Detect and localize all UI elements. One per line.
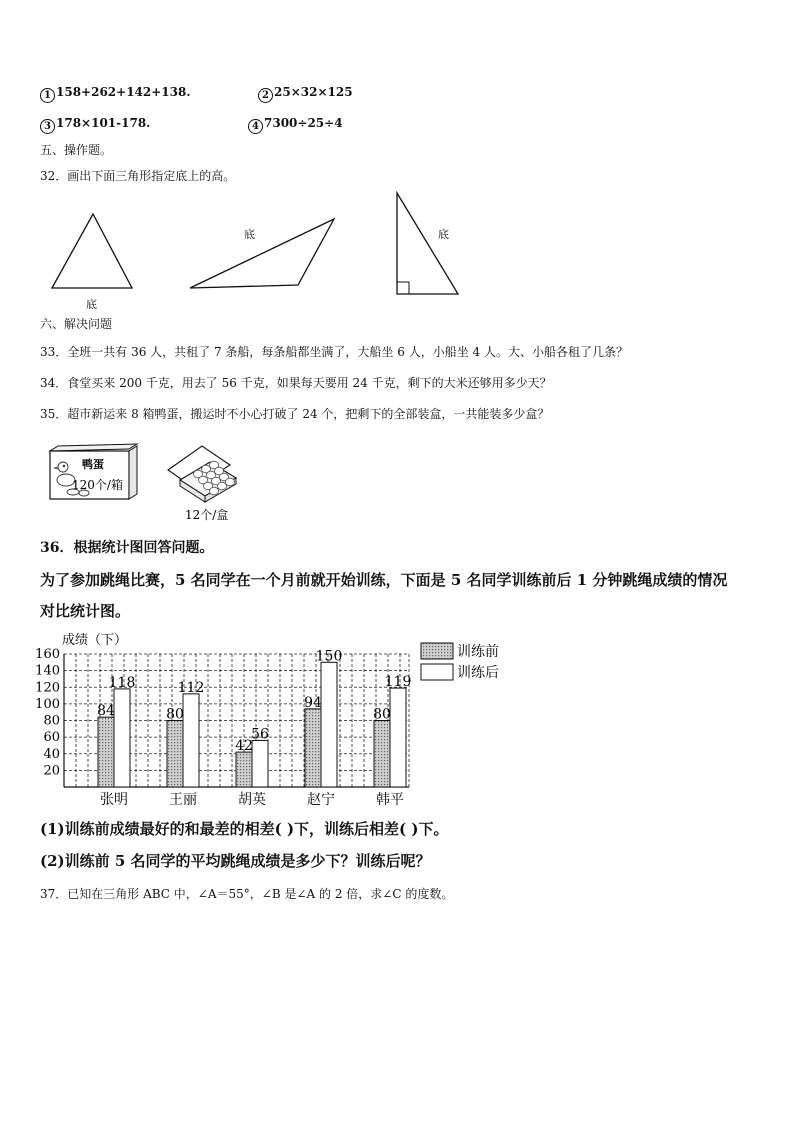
section-heading-problems: 六、解决问题 [40, 317, 113, 331]
data-label-after: 56 [251, 726, 269, 743]
legend-label-after: 训练后 [457, 665, 499, 681]
bar-before-training [236, 752, 252, 787]
egg-box-illustration [40, 438, 270, 528]
bar-after-training [114, 689, 130, 787]
calc-expression: 158+262+142+138. [56, 85, 191, 99]
right-angle-mark [397, 282, 409, 294]
x-category-label: 韩平 [376, 792, 404, 808]
data-label-after: 150 [315, 648, 343, 665]
calc-item-3 [40, 115, 150, 134]
x-category-label: 胡英 [238, 792, 266, 808]
question-34: 34．食堂买来 200 千克，用去了 56 千克，如果每天要用 24 千克，剩下的大米还够用多少天？ [40, 376, 552, 390]
data-label-before: 80 [166, 706, 184, 723]
bar-after-training [183, 694, 199, 787]
bar-after-training [252, 740, 268, 787]
x-category-label: 张明 [100, 792, 128, 808]
bar-before-training [167, 721, 183, 788]
y-axis-title: 成绩（下） [62, 633, 128, 648]
data-label-before: 94 [304, 694, 322, 711]
crate-title: 鸭蛋 [82, 458, 104, 471]
jump-rope-bar-chart [0, 628, 520, 813]
question-37: 37．已知在三角形 ABC 中，∠A＝55°，∠B 是∠A 的 2 倍，求∠C 的度数。 [40, 887, 454, 901]
legend-swatch-after [421, 664, 453, 680]
y-tick-label: 60 [43, 730, 60, 746]
item-number-badge: 3 [40, 119, 55, 134]
question-32: 32．画出下面三角形指定底上的高。 [40, 169, 236, 183]
calc-item-1 [40, 84, 191, 103]
bar-before-training [374, 721, 390, 788]
triangle-obtuse [190, 219, 334, 288]
y-tick-label: 140 [35, 663, 60, 679]
carton-capacity-label: 12个/盒 [185, 508, 229, 522]
x-category-label: 赵宁 [307, 792, 335, 808]
item-number-badge: 2 [258, 88, 273, 103]
crate-side [129, 446, 137, 499]
question-36-sub-1: (1)训练前成绩最好的和最差的相差( )下，训练后相差( )下。 [40, 820, 449, 838]
data-label-after: 118 [108, 674, 136, 691]
y-tick-label: 40 [43, 746, 60, 762]
x-category-label: 王丽 [169, 792, 197, 808]
base-label-acute: 底 [86, 298, 97, 311]
y-tick-label: 120 [35, 680, 60, 696]
bar-before-training [98, 717, 114, 787]
legend-label-before: 训练前 [457, 644, 499, 660]
calc-expression: 25×32×125 [274, 85, 353, 99]
y-tick-label: 100 [35, 696, 60, 712]
data-label-before: 80 [373, 706, 391, 723]
question-33: 33．全班一共有 36 人，共租了 7 条船，每条船都坐满了，大船坐 6 人，小船坐 4 人。大、小船各租了几条？ [40, 345, 628, 359]
triangle-right [397, 193, 458, 294]
calc-expression: 178×101-178. [56, 116, 151, 130]
calc-item-4 [248, 115, 343, 134]
legend-swatch-before [421, 643, 453, 659]
crate-top [50, 444, 137, 451]
base-label-right: 底 [438, 228, 449, 241]
y-tick-label: 80 [43, 713, 60, 729]
y-tick-label: 160 [35, 647, 60, 662]
crate-capacity-label: 120个/箱 [72, 478, 123, 492]
data-label-after: 112 [177, 679, 205, 696]
calc-expression: 7300÷25÷4 [264, 116, 343, 130]
data-label-after: 119 [384, 674, 412, 691]
item-number-badge: 1 [40, 88, 55, 103]
section-heading-operations: 五、操作题。 [40, 143, 113, 157]
triangle-acute [52, 214, 132, 288]
question-36-sub-2: (2)训练前 5 名同学的平均跳绳成绩是多少下？训练后呢？ [40, 852, 431, 870]
calc-item-2 [258, 84, 353, 103]
base-label-obtuse: 底 [244, 228, 255, 241]
data-label-before: 42 [235, 738, 253, 755]
bar-after-training [321, 662, 337, 787]
question-35: 35．超市新运来 8 箱鸭蛋，搬运时不小心打破了 24 个，把剩下的全部装盒，一共能装多少盒？ [40, 407, 550, 421]
bar-after-training [390, 688, 406, 787]
question-36-intro-line-1: 为了参加跳绳比赛，5 名同学在一个月前就开始训练，下面是 5 名同学训练前后 1 分钟跳绳成绩的情况 [40, 571, 728, 589]
question-36-intro-line-2: 对比统计图。 [40, 602, 131, 620]
data-label-before: 84 [97, 703, 115, 720]
item-number-badge: 4 [248, 119, 263, 134]
question-36-title: 36．根据统计图回答问题。 [40, 540, 214, 556]
triangles-figure [40, 185, 480, 315]
bar-before-training [305, 709, 321, 787]
y-tick-label: 20 [43, 763, 60, 779]
